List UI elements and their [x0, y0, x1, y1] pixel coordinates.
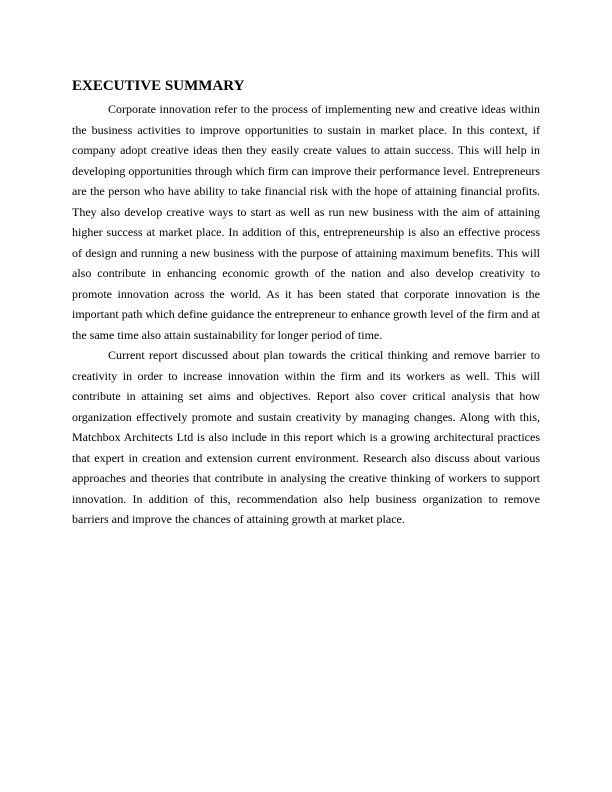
paragraph-2: Current report discussed about plan towards the critical thinking and remove barrier to creativity in order to increase innovation within the firm and its workers as well. This will contribute in attaining set aims and objectives. Report also cover critical analysis that how organization effectively promote and sustain creativity by managing changes. Along with this, Matchbox Architects Ltd is also include in this report which is a growing architectural practices that expert in creation and extension current environment. Research also discuss about various approaches and theories that contribute in analysing the creative thinking of workers to support innovation. In addition of this, recommendation also help business organization to remove barriers and improve the chances of attaining growth at market place.	[72, 348, 540, 526]
document-page	[72, 76, 540, 530]
section-heading: EXECUTIVE SUMMARY	[72, 78, 245, 94]
paragraph-1: Corporate innovation refer to the process of implementing new and creative ideas within the business activities to improve opportunities to sustain in market place. In this context, if company adopt creative ideas then they easily create values to attain success. This will help in developing opportunities through which firm can improve their performance level. Entrepreneurs are the person who have ability to take financial risk with the hope of attaining financial profits. They also develop creative ways to start as well as run new business with the aim of attaining higher success at market place. In addition of this, entrepreneurship is also an effective process of design and running a new business with the purpose of attaining maximum benefits. This will also contribute in enhancing economic growth of the nation and also develop creativity to promote innovation across the world. As it has been stated that corporate innovation is the important path which define guidance the entrepreneur to enhance growth level of the firm and at the same time also attain sustainability for longer period of time.	[72, 102, 540, 342]
